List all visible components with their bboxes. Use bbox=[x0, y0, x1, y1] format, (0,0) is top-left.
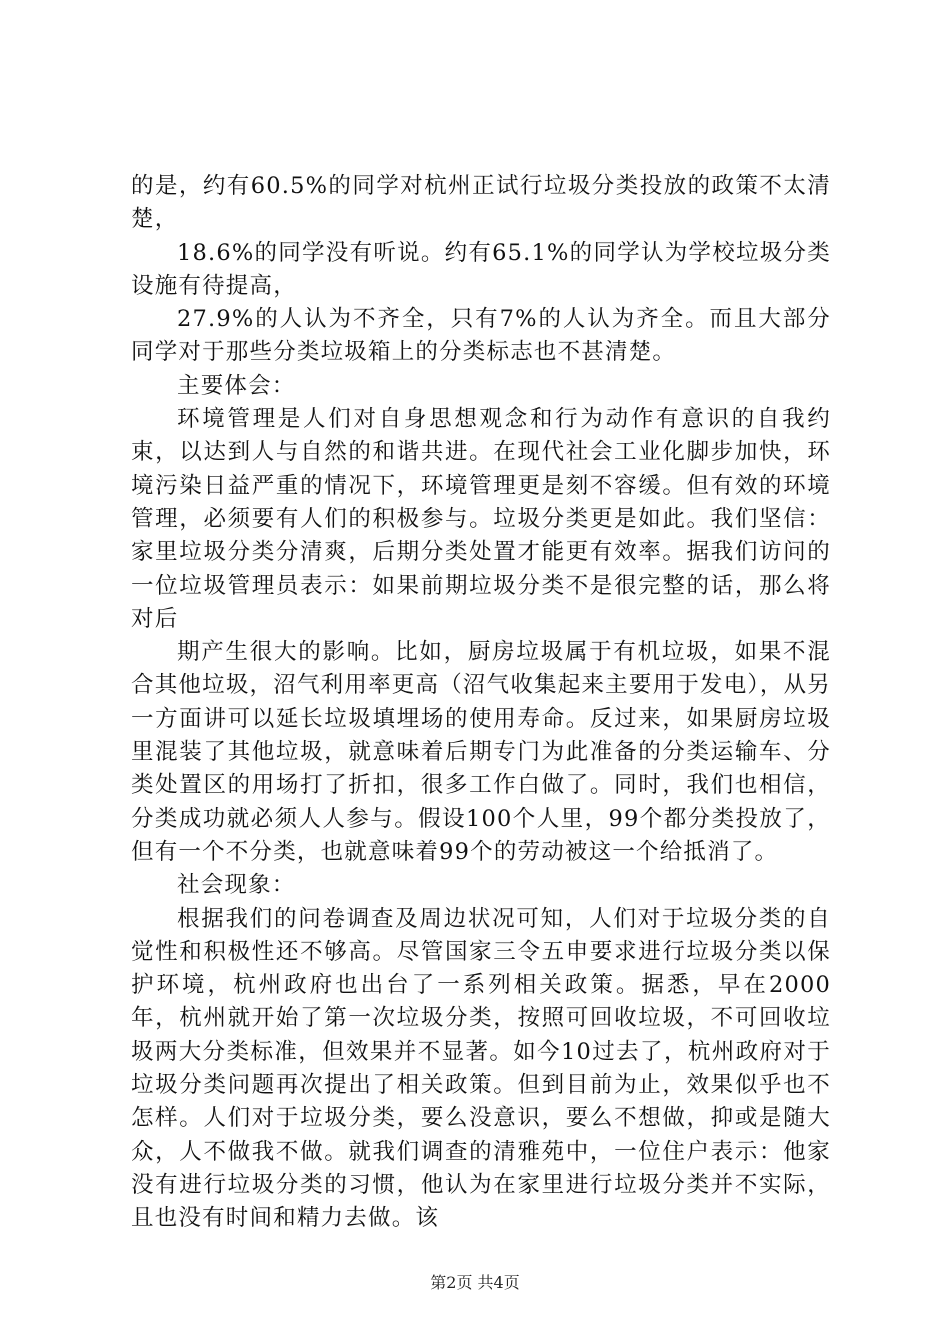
paragraph-social-phenomenon: 根据我们的问卷调查及周边状况可知，人们对于垃圾分类的自觉性和积极性还不够高。尽管国家三令五申要求进行垃圾分类以保护环境，杭州政府也出台了一系列相关政策。据悉，早在2000年，杭州就开始了第一次垃圾分类，按照可回收垃圾，不可回收垃圾两大分类标准，但效果并不显著。如今10过去了，杭州政府对于垃圾分类问题再次提出了相关政策。但到目前为止，效果似乎也不怎样。人们对于垃圾分类，要么没意识，要么不想做，抑或是随大众，人不做我不做。就我们调查的清雅苑中，一位住户表示：他家没有进行垃圾分类的习惯，他认为在家里进行垃圾分类并不实际，且也没有时间和精力去做。该 bbox=[131, 905, 831, 1232]
page-number-footer: 第2页 共4页 bbox=[430, 1273, 520, 1292]
paragraph-not-heard: 18.6%的同学没有听说。约有65.1%的同学认为学校垃圾分类设施有待提高， bbox=[131, 239, 831, 299]
section-heading-main-experience: 主要体会： bbox=[177, 372, 296, 399]
paragraph-survey-continued: 的是，约有60.5%的同学对杭州正试行垃圾分类投放的政策不太清楚， bbox=[131, 173, 831, 233]
paragraph-environment-management: 环境管理是人们对自身思想观念和行为动作有意识的自我约束，以达到人与自然的和谐共进。在现代社会工业化脚步加快，环境污染日益严重的情况下，环境管理更是刻不容缓。但有效的环境管理，必须要有人们的积极参与。垃圾分类更是如此。我们坚信：家里垃圾分类分清爽，后期分类处置才能更有效率。据我们访问的一位垃圾管理员表示：如果前期垃圾分类不是很完整的话，那么将对后 bbox=[131, 406, 831, 632]
document-body bbox=[131, 170, 831, 1236]
paragraph-facilities: 27.9%的人认为不齐全，只有7%的人认为齐全。而且大部分同学对于那些分类垃圾箱上的分类标志也不甚清楚。 bbox=[131, 306, 831, 366]
paragraph-kitchen-waste: 期产生很大的影响。比如，厨房垃圾属于有机垃圾，如果不混合其他垃圾，沼气利用率更高（沼气收集起来主要用于发电），从另一方面讲可以延长垃圾填埋场的使用寿命。反过来，如果厨房垃圾里混装了其他垃圾，就意味着后期专门为此准备的分类运输车、分类处置区的用场打了折扣，很多工作白做了。同时，我们也相信，分类成功就必须人人参与。假设100个人里，99个都分类投放了，但有一个不分类，也就意味着99个的劳动被这一个给抵消了。 bbox=[131, 639, 831, 865]
section-heading-social-phenomenon: 社会现象： bbox=[177, 872, 296, 899]
